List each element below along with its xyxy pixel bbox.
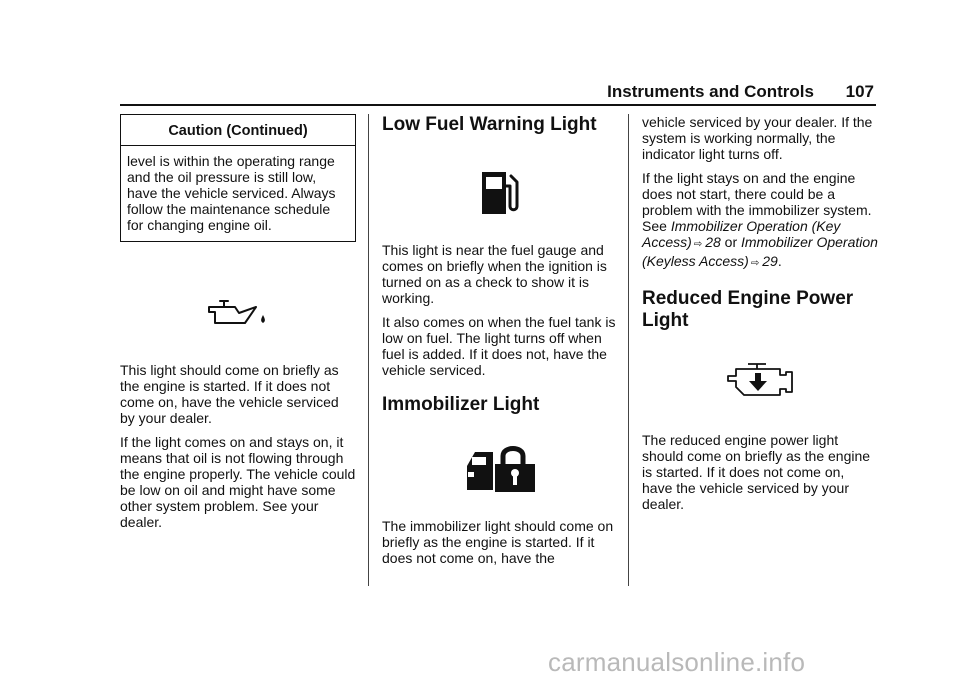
low-fuel-paragraph-1: This light is near the fuel gauge and comes on briefly when the ignition is turned on as a check to show it is working. xyxy=(382,242,607,306)
page-ref-29[interactable]: 29 xyxy=(762,253,778,269)
page-header xyxy=(120,82,876,106)
immobilizer-paragraph-2 xyxy=(642,170,878,272)
watermark: carmanualsonline.info xyxy=(548,647,806,677)
low-fuel-paragraph-2: It also comes on when the fuel tank is low on fuel. The light turns off when fuel is added. If it does not, have the vehicle serviced. xyxy=(382,314,616,378)
immobilizer-paragraph: The immobilizer light should come on briefly as the engine is started. If it does not come on, have the xyxy=(382,518,614,566)
caution-body: level is within the operating range and the oil pressure is still low, have the vehicle serviced. Always follow the maintenance schedule for changing engine oil. xyxy=(127,153,336,233)
fuel-pump-icon xyxy=(382,168,618,216)
reduced-power-paragraph: The reduced engine power light should come on briefly as the engine is started. If it does not come on, have the vehicle serviced by your dealer. xyxy=(642,432,871,512)
column-divider xyxy=(368,114,369,586)
column-divider xyxy=(628,114,629,586)
page-ref-28[interactable]: 28 xyxy=(705,234,721,250)
caution-title: Caution (Continued) xyxy=(121,115,355,146)
page-number: 107 xyxy=(845,82,874,101)
immobilizer-link-key-access[interactable]: Immobilizer Operation (Key Access) xyxy=(642,218,841,250)
reduced-power-heading: Reduced Engine Power Light xyxy=(642,288,854,331)
oil-paragraph-1: This light should come on briefly as the engine is started. If it does not come on, have the vehicle serviced by your dealer. xyxy=(120,362,339,426)
period: . xyxy=(777,253,782,269)
car-padlock-icon xyxy=(382,442,618,494)
immobilizer-continued: vehicle serviced by your dealer. If the system is working normally, the indicator light turns off. xyxy=(642,114,873,162)
column-middle xyxy=(382,114,618,574)
immobilizer-link-keyless-access[interactable]: Immobilizer Operation (Keyless Access) xyxy=(642,234,878,269)
column-right xyxy=(642,114,878,520)
engine-down-arrow-icon xyxy=(642,362,878,398)
page-ref-arrow-icon: ⇨ xyxy=(693,239,703,250)
or-text: or xyxy=(724,234,738,250)
section-title: Instruments and Controls xyxy=(607,82,814,101)
caution-box xyxy=(120,114,356,242)
column-left xyxy=(120,114,356,538)
oil-paragraph-2: If the light comes on and stays on, it means that oil is not flowing through the engine properly. The vehicle could be low on oil and might have some other system problem. See your dealer. xyxy=(120,434,356,530)
immobilizer-heading: Immobilizer Light xyxy=(382,394,540,415)
oil-can-icon xyxy=(120,298,356,332)
immobilizer-text: If the light stays on and the engine does not start, there could be a problem with the immobilizer system. See xyxy=(642,170,872,234)
page-ref-arrow-icon: ⇨ xyxy=(750,258,760,269)
low-fuel-heading: Low Fuel Warning Light xyxy=(382,114,597,135)
